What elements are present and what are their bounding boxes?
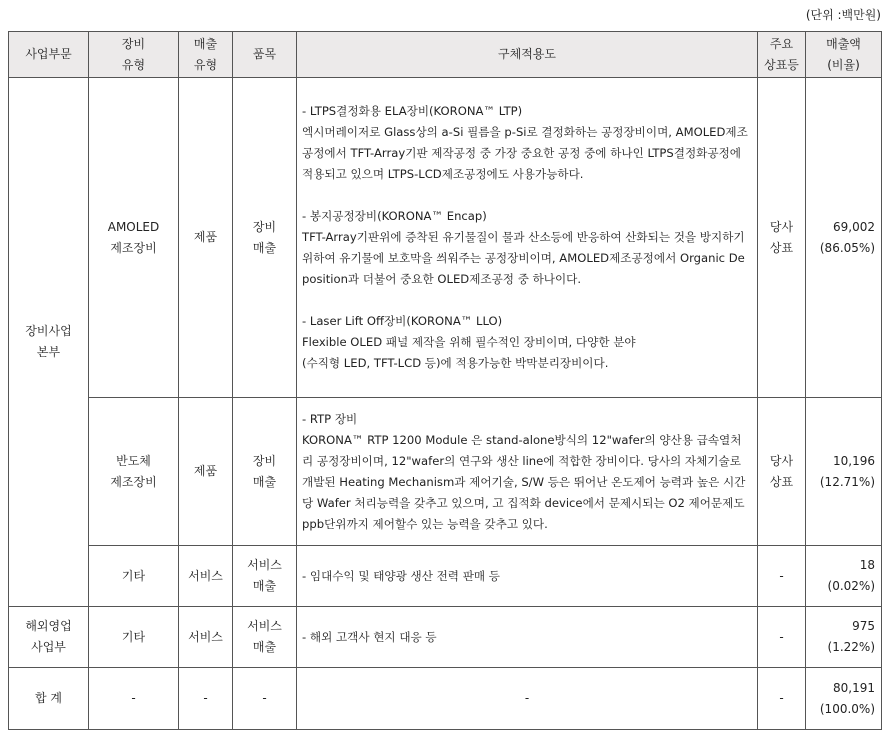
amoled-equip-type: AMOLED 제조장비	[89, 78, 179, 398]
header-sales-type: 매출 유형	[179, 32, 233, 78]
overseas-sales: 975 (1.22%)	[806, 607, 882, 668]
header-row	[9, 32, 882, 78]
amoled-sales: 69,002 (86.05%)	[806, 78, 882, 398]
total-equip-type: -	[89, 668, 179, 730]
division-total: 합 계	[9, 668, 89, 730]
semi-brand: 당사 상표	[758, 398, 806, 546]
overseas-sales-type: 서비스	[179, 607, 233, 668]
etc-description: - 임대수익 및 태양광 생산 전력 판매 등	[297, 546, 758, 607]
business-segment-table	[8, 31, 882, 730]
semi-sales-type: 제품	[179, 398, 233, 546]
header-brand: 주요 상표등	[758, 32, 806, 78]
etc-equip-type: 기타	[89, 546, 179, 607]
amoled-description: - LTPS결정화용 ELA장비(KORONA™ LTP) 엑시머레이저로 Glass상의 a-Si 필름을 p-Si로 결정화하는 공정장비이며, AMOLED제조공정에서 TFT-Array기판 제작공정 중 가장 중요한 공정 중에 하나인 LTPS결정화공정에 적용되고 있으며 LTPS-LCD제조공정에도 사용가능하다. - 봉지공정장비(KORONA™ Encap) TFT-Array기판위에 증착된 유기물질이 물과 산소등에 반응하여 산화되는 것을 방지하기 위하여 유기물에 보호막을 씌워주는 공정장비이며, AMOLED제조공정에서 Organic Deposition과 더불어 중요한 OLED제조공정 중 하나이다. - Laser Lift Off장비(KORONA™ LLO) Flexible OLED 패널 제작을 위해 필수적인 장비이며, 다양한 분야 (수직형 LED, TFT-LCD 등)에 적용가능한 박막분리장비이다.	[297, 78, 758, 398]
etc-item: 서비스 매출	[233, 546, 297, 607]
amoled-sales-type: 제품	[179, 78, 233, 398]
total-item: -	[233, 668, 297, 730]
table-row-semiconductor	[9, 398, 882, 546]
table-row-overseas	[9, 607, 882, 668]
amoled-item: 장비 매출	[233, 78, 297, 398]
etc-sales: 18 (0.02%)	[806, 546, 882, 607]
overseas-equip-type: 기타	[89, 607, 179, 668]
division-equipment: 장비사업 본부	[9, 78, 89, 607]
total-brand: -	[758, 668, 806, 730]
header-division: 사업부문	[9, 32, 89, 78]
table-row-amoled	[9, 78, 882, 398]
header-equip-type: 장비 유형	[89, 32, 179, 78]
header-item: 품목	[233, 32, 297, 78]
total-description: -	[297, 668, 758, 730]
amoled-brand: 당사 상표	[758, 78, 806, 398]
header-sales: 매출액 (비율)	[806, 32, 882, 78]
total-sales-type: -	[179, 668, 233, 730]
table-row-total	[9, 668, 882, 730]
semi-description: - RTP 장비 KORONA™ RTP 1200 Module 은 stand-alone방식의 12"wafer의 양산용 급속열처리 공정장비이며, 12"wafer의 연구와 생산 line에 적합한 장비이다. 당사의 자체기술로 개발된 Heating Mechanism과 제어기술, S/W 등은 뛰어난 온도제어 능력과 높은 시간당 Wafer 처리능력을 갖추고 있으며, 고 집적화 device에서 문제시되는 O2 제어문제도 ppb단위까지 제어할수 있는 능력을 갖추고 있다.	[297, 398, 758, 546]
overseas-description: - 해외 고객사 현지 대응 등	[297, 607, 758, 668]
etc-sales-type: 서비스	[179, 546, 233, 607]
total-sales: 80,191 (100.0%)	[806, 668, 882, 730]
semi-item: 장비 매출	[233, 398, 297, 546]
overseas-item: 서비스 매출	[233, 607, 297, 668]
unit-note: (단위 :백만원)	[805, 8, 881, 22]
semi-equip-type: 반도체 제조장비	[89, 398, 179, 546]
semi-sales: 10,196 (12.71%)	[806, 398, 882, 546]
header-usage: 구체적용도	[297, 32, 758, 78]
overseas-brand: -	[758, 607, 806, 668]
table-row-etc	[9, 546, 882, 607]
etc-brand: -	[758, 546, 806, 607]
division-overseas: 해외영업 사업부	[9, 607, 89, 668]
